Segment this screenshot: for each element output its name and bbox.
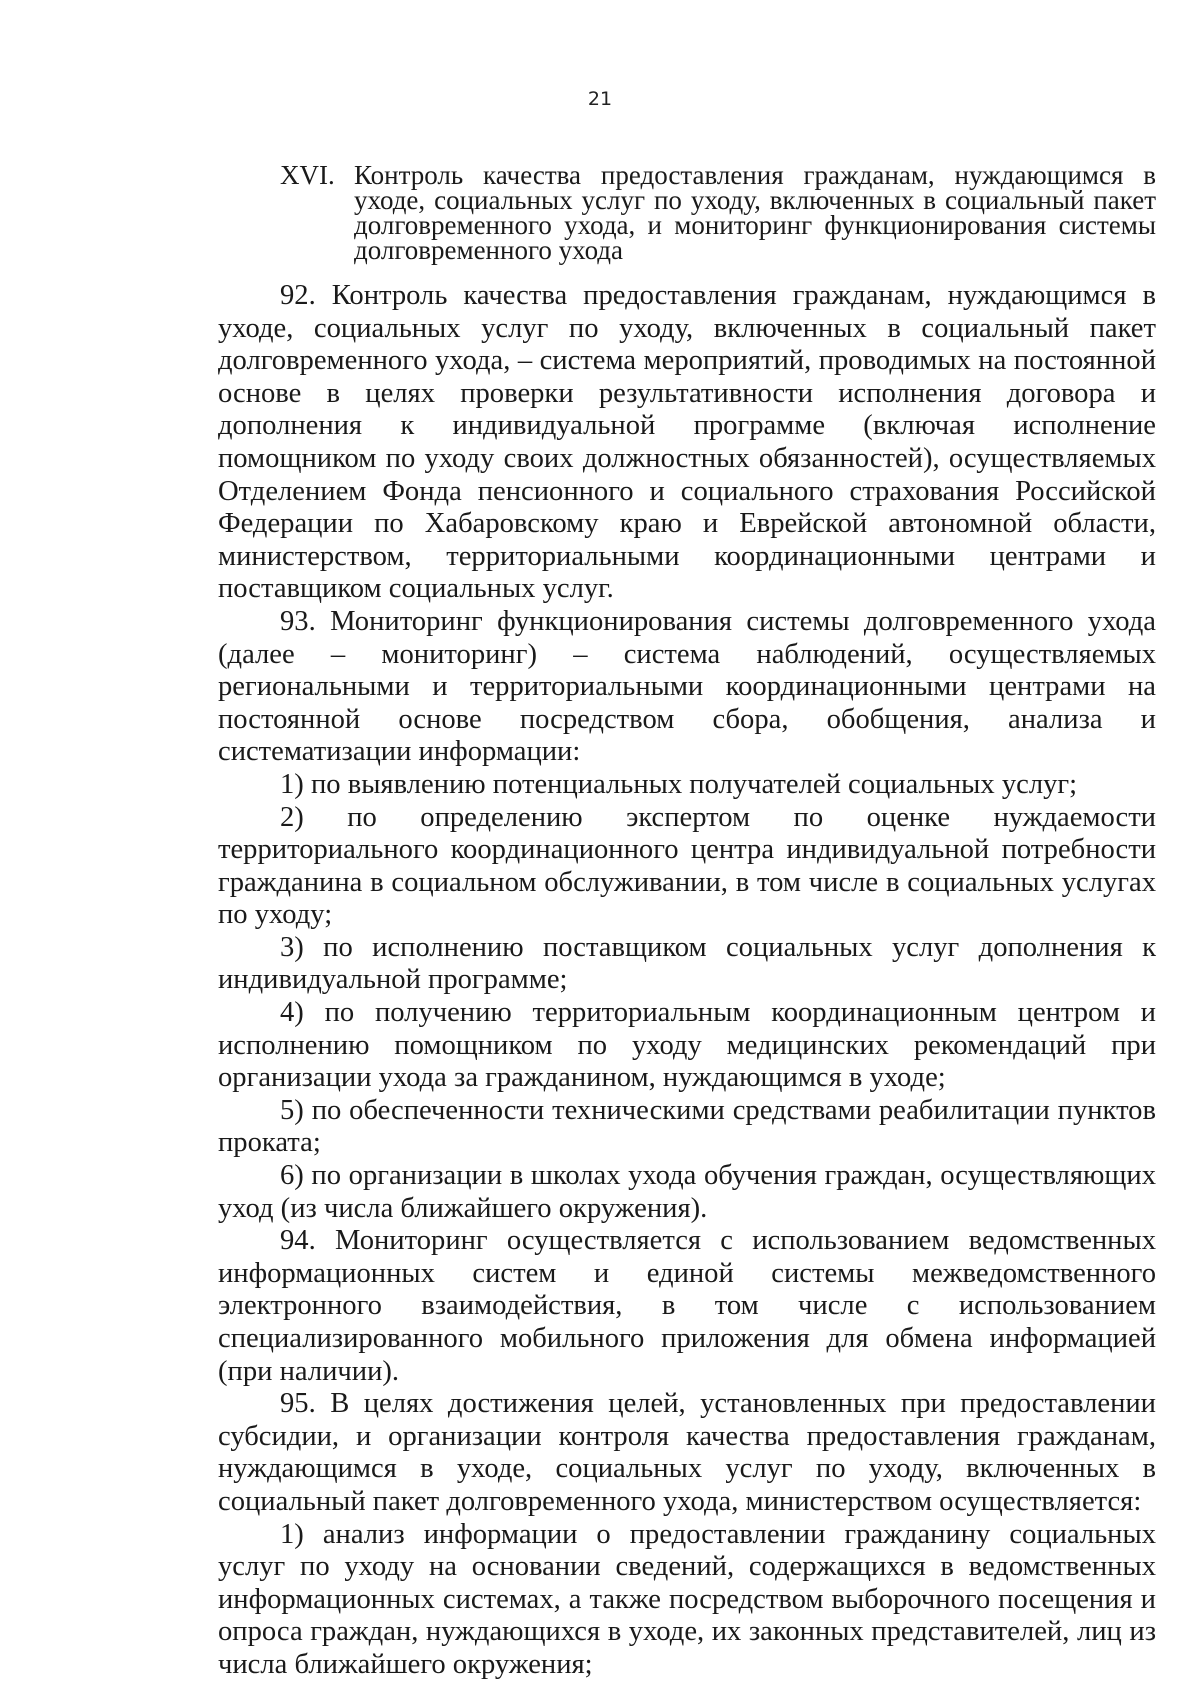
list-item-93-6: 6) по организации в школах ухода обучения граждан, осуществляющих уход (из числа ближайшего окружения). — [218, 1160, 1156, 1224]
paragraph-93: 93. Мониторинг функционирования системы долговременного ухода (далее – мониторинг) – система наблюдений, осуществляемых региональными и территориальными координационными центрами на постоянной основе посредством сбора, обобщения, анализа и систематизации информации: — [218, 605, 1156, 768]
list-item-93-3: 3) по исполнению поставщиком социальных услуг дополнения к индивидуальной программе; — [218, 931, 1156, 996]
paragraph-95: 95. В целях достижения целей, установленных при предоставлении субсидии, и организации контроля качества предоставления гражданам, нуждающимся в уходе, социальных услуг по уходу, включенных в социальный пакет долговременного ухода, министерством осуществляется: — [218, 1388, 1156, 1517]
document-body — [218, 160, 1156, 1682]
section-heading — [280, 160, 1156, 265]
list-item-93-5: 5) по обеспеченности техническими средствами реабилитации пунктов проката; — [218, 1094, 1156, 1159]
list-item-93-4: 4) по получению территориальным координационным центром и исполнению помощником по уходу медицинских рекомендаций при организации ухода за гражданином, нуждающимся в уходе; — [218, 997, 1156, 1094]
section-title: Контроль качества предоставления гражданам, нуждающимся в уходе, социальных услуг по уходу, включенных в социальный пакет долговременного ухода, и мониторинг функционирования системы долговременного ухода — [354, 160, 1156, 265]
page-number: 21 — [587, 88, 613, 110]
paragraph-92: 92. Контроль качества предоставления гражданам, нуждающимся в уходе, социальных услуг по уходу, включенных в социальный пакет долговременного ухода, – система мероприятий, проводимых на постоянной основе в целях проверки результативности исполнения договора и дополнения к индивидуальной программе (включая исполнение помощником по уходу своих должностных обязанностей), осуществляемых Отделением Фонда пенсионного и социального страхования Российской Федерации по Хабаровскому краю и Еврейской автономной области, министерством, территориальными координационными центрами и поставщиком социальных услуг. — [218, 280, 1156, 605]
section-number: XVI. — [280, 160, 335, 190]
paragraph-94: 94. Мониторинг осуществляется с использованием ведомственных информационных систем и единой системы межведомственного электронного взаимодействия, в том числе с использованием специализированного мобильного приложения для обмена информацией (при наличии). — [218, 1225, 1156, 1387]
list-item-95-1: 1) анализ информации о предоставлении гражданину социальных услуг по уходу на основании сведений, содержащихся в ведомственных информационных системах, а также посредством выборочного посещения и опроса граждан, нуждающихся в уходе, их законных представителей, лиц из числа ближайшего окружения; — [218, 1518, 1156, 1680]
list-item-93-2: 2) по определению экспертом по оценке нуждаемости территориального координационного центра индивидуальной потребности гражданина в социальном обслуживании, в том числе в социальных услугах по уходу; — [218, 801, 1156, 931]
list-item-93-1: 1) по выявлению потенциальных получателей социальных услуг; — [280, 768, 1078, 800]
